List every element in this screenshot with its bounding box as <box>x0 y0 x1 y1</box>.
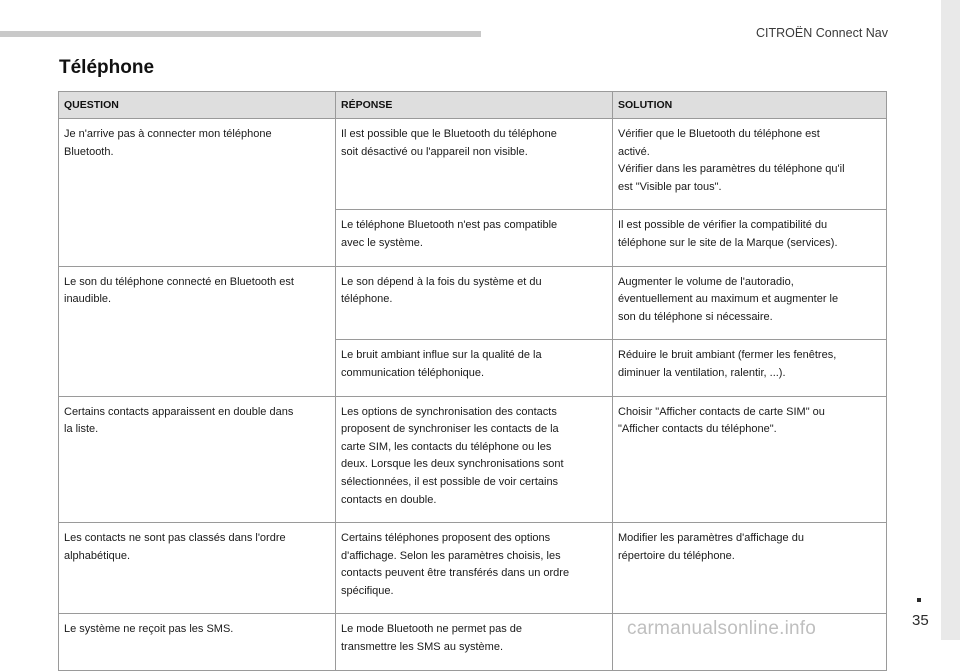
response-cell: Les options de synchronisation des contacts proposent de synchroniser les contacts de la carte SIM, les contacts du téléphone ou les deux. Lorsque les deux synchronisations sont sélectionnées, il est possible de voir certains contacts en double. <box>336 396 613 523</box>
table-body <box>59 119 887 671</box>
response-cell: Le son dépend à la fois du système et du téléphone. <box>336 266 613 340</box>
table-row <box>59 523 887 614</box>
page-number: 35 <box>912 612 929 629</box>
solution-cell: Augmenter le volume de l'autoradio, éventuellement au maximum et augmenter le son du téléphone si nécessaire. <box>613 266 887 340</box>
watermark: carmanualsonline.info <box>627 618 817 639</box>
header-brand: CITROËN Connect Nav <box>756 26 888 40</box>
table-row <box>59 119 887 210</box>
response-cell: Il est possible que le Bluetooth du téléphone soit désactivé ou l'appareil non visible. <box>336 119 613 210</box>
solution-cell: Choisir "Afficher contacts de carte SIM" ou "Afficher contacts du téléphone". <box>613 396 887 523</box>
solution-cell: Vérifier que le Bluetooth du téléphone est activé. Vérifier dans les paramètres du téléphone qu'il est "Visible par tous". <box>613 119 887 210</box>
question-cell: Les contacts ne sont pas classés dans l'ordre alphabétique. <box>59 523 336 614</box>
page-marker-dot <box>917 598 921 602</box>
question-cell: Je n'arrive pas à connecter mon téléphone Bluetooth. <box>59 119 336 267</box>
side-margin-strip <box>941 0 960 640</box>
table-header-row <box>59 92 887 119</box>
troubleshooting-table <box>58 91 887 671</box>
table-row <box>59 396 887 523</box>
response-cell: Le mode Bluetooth ne permet pas de transmettre les SMS au système. <box>336 614 613 670</box>
column-header-solution: SOLUTION <box>613 92 887 119</box>
header-rule <box>0 31 481 37</box>
response-cell: Le bruit ambiant influe sur la qualité de la communication téléphonique. <box>336 340 613 396</box>
question-cell: Certains contacts apparaissent en double dans la liste. <box>59 396 336 523</box>
column-header-response: RÉPONSE <box>336 92 613 119</box>
response-cell: Le téléphone Bluetooth n'est pas compatible avec le système. <box>336 210 613 266</box>
question-cell: Le système ne reçoit pas les SMS. <box>59 614 336 670</box>
response-cell: Certains téléphones proposent des options d'affichage. Selon les paramètres choisis, les contacts peuvent être transférés dans un ordre spécifique. <box>336 523 613 614</box>
table-row <box>59 266 887 340</box>
solution-cell: Réduire le bruit ambiant (fermer les fenêtres, diminuer la ventilation, ralentir, ...). <box>613 340 887 396</box>
column-header-question: QUESTION <box>59 92 336 119</box>
solution-cell: Modifier les paramètres d'affichage du répertoire du téléphone. <box>613 523 887 614</box>
page-title: Téléphone <box>59 57 155 78</box>
question-cell: Le son du téléphone connecté en Bluetooth est inaudible. <box>59 266 336 396</box>
solution-cell: Il est possible de vérifier la compatibilité du téléphone sur le site de la Marque (services). <box>613 210 887 266</box>
